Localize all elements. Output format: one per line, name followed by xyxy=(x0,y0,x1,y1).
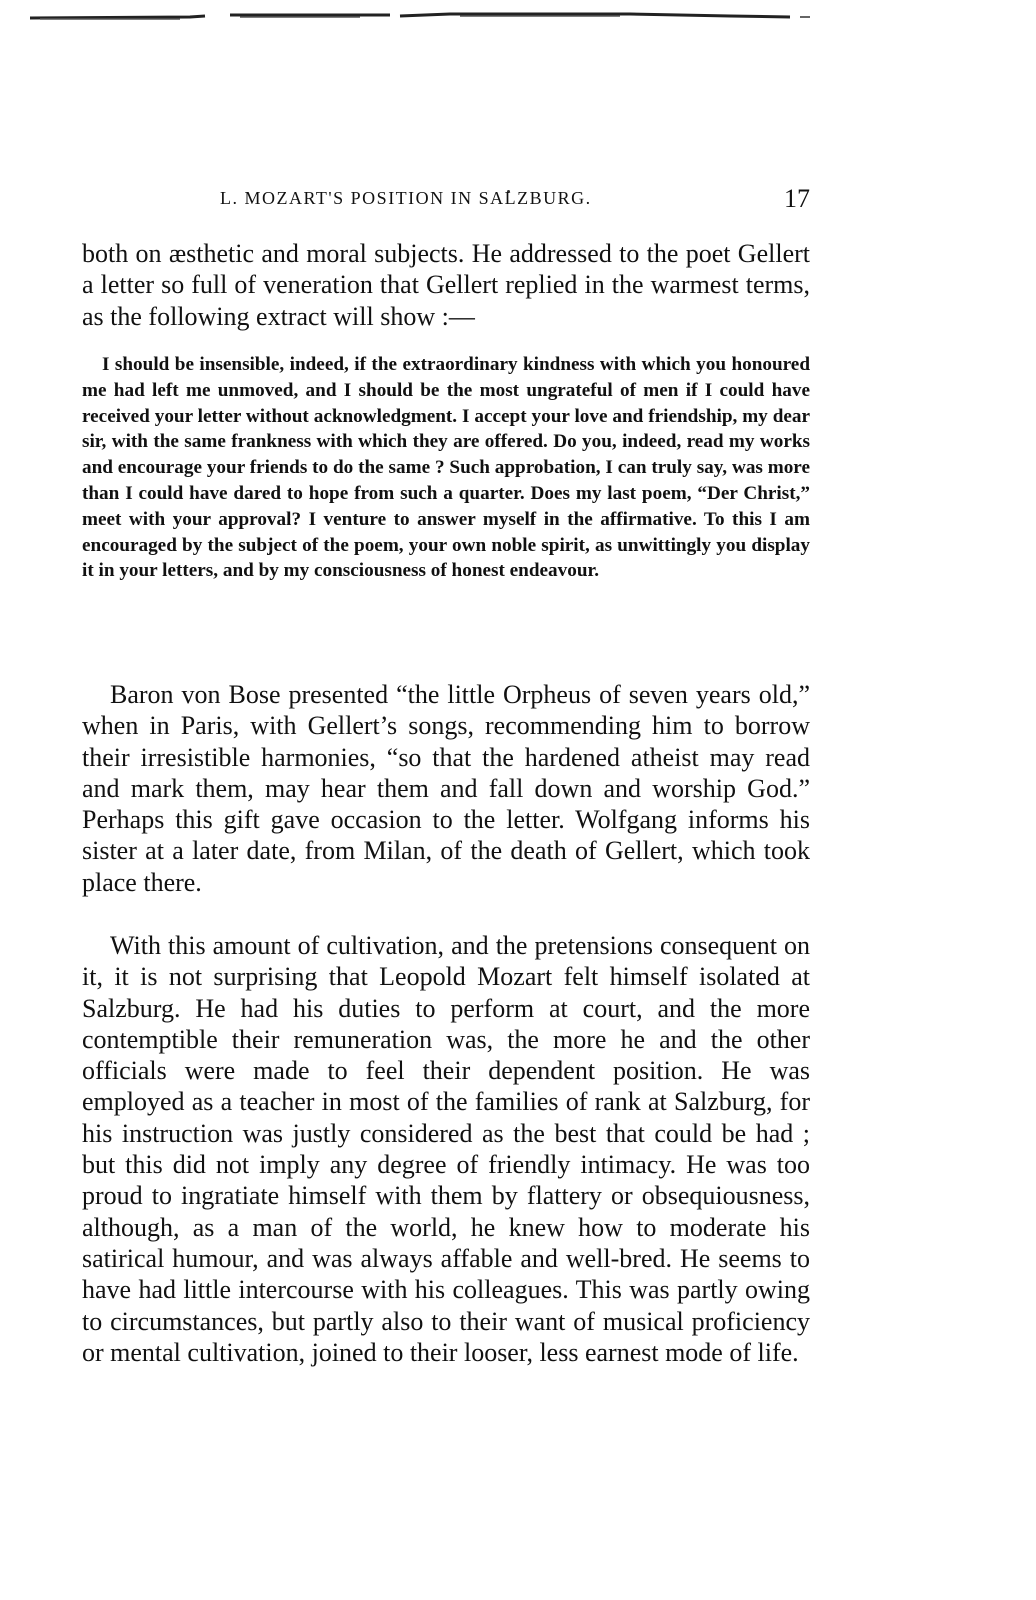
paragraph-baron-von-bose: Baron von Bose presented “the little Orpheus of seven years old,” when in Paris, with Gellert’s songs, recommending him to borrow their irresistible harmonies, “so that the hardened atheist may read and mark them, may hear them and fall down and worship God.” Perhaps this gift gave occasion to the letter. Wolfgang informs his sister at a later date, from Milan, of the death of Gellert, which took place there. xyxy=(82,680,810,897)
running-title: L. MOZART'S POSITION IN SALZBURG. xyxy=(220,188,592,208)
paragraph-intro: both on æsthetic and moral subjects. He addressed to the poet Gellert a letter so full of veneration that Gellert replied in the warmest terms, as the following extract will show :— xyxy=(82,239,810,331)
paragraph-leopold-isolation: With this amount of cultivation, and the pretensions consequent on it, it is not surprising that Leopold Mozart felt himself isolated at Salzburg. He had his duties to perform at court, and the more contemptible their remuneration was, the more he and the other officials were made to feel their dependent position. He was employed as a teacher in most of the families of rank at Salzburg, for his instruction was justly considered as the best that could be had ; but this did not imply any degree of friendly intimacy. He was too proud to ingratiate himself with them by flattery or obsequiousness, although, as a man of the world, he knew how to moderate his satirical humour, and was always affable and well-bred. He seems to have had little intercourse with his colleagues. This was partly owing to circumstances, but partly also to their want of musical proficiency or mental cultivation, joined to their looser, less earnest mode of life. xyxy=(82,931,810,1367)
page-number: 17 xyxy=(784,184,810,213)
scan-edge-artifact xyxy=(30,12,810,24)
running-head xyxy=(80,184,810,218)
gellert-letter-extract: I should be insensible, indeed, if the extraordinary kindness with which you honoured me had left me unmoved, and I should be the most ungrateful of men if I could have received your letter without acknowledgment. I accept your love and friendship, my dear sir, with the same frankness with which they are offered. Do you, indeed, read my works and encourage your friends to do the same ? Such approbation, I can truly say, was more than I could have dared to hope from such a quarter. Does my last poem, “Der Christ,” meet with your approval? I venture to answer myself in the affirmative. To this I am encouraged by the subject of the poem, your own noble spirit, as unwittingly you display it in your letters, and by my consciousness of honest endeavour. xyxy=(82,354,810,582)
